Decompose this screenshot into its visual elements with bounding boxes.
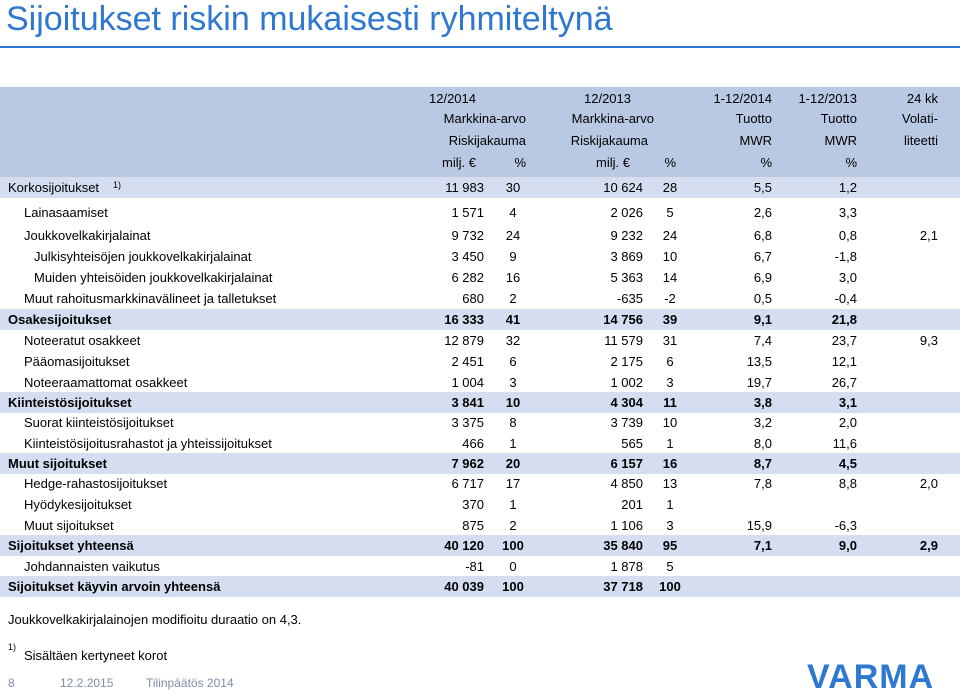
cell-value: 7,1: [753, 538, 772, 553]
cell-value: 5: [666, 559, 674, 574]
cell-value: 3,0: [838, 270, 857, 285]
cell-value: 10 624: [603, 180, 643, 195]
cell-value: 2 451: [451, 354, 484, 369]
row-label: Muut sijoitukset: [24, 518, 114, 533]
header-col7-line3: liteetti: [904, 133, 938, 148]
header-col7-line2: Volati-: [901, 111, 938, 126]
cell-value: 1 106: [610, 518, 643, 533]
table-row: [0, 453, 960, 474]
cell-value: 2 026: [610, 205, 643, 220]
cell-value: 14 756: [603, 312, 643, 327]
header-col3-line3: Riskijakauma: [570, 133, 648, 148]
row-label: Muiden yhteisöiden joukkovelkakirjalainat: [34, 270, 273, 285]
cell-value: 11: [663, 395, 677, 410]
page-title: Sijoitukset riskin mukaisesti ryhmiteltynä: [6, 0, 613, 38]
cell-value: 30: [505, 180, 521, 195]
row-label: Kiinteistösijoitusrahastot ja yhteissijoitukset: [24, 436, 272, 451]
cell-value: 3: [666, 518, 674, 533]
table-row: [0, 433, 960, 454]
cell-value: 6 157: [610, 456, 643, 471]
table-row: [0, 473, 960, 494]
cell-value: 7,4: [753, 333, 772, 348]
row-label: Hedge-rahastosijoitukset: [24, 476, 168, 491]
cell-value: 9 232: [610, 228, 643, 243]
cell-value: 8,0: [753, 436, 772, 451]
cell-value: 7,8: [753, 476, 772, 491]
cell-value: 9: [509, 249, 517, 264]
table-row: [0, 515, 960, 536]
cell-value: -2: [664, 291, 676, 306]
cell-value: 28: [662, 180, 678, 195]
row-label: Lainasaamiset: [24, 205, 108, 220]
cell-value: 13: [662, 476, 678, 491]
cell-value: 2,0: [838, 415, 857, 430]
header-col6-line1: 1-12/2013: [798, 91, 857, 106]
cell-value: 16 333: [444, 312, 484, 327]
cell-value: 3 375: [451, 415, 484, 430]
row-label: Osakesijoitukset: [8, 312, 112, 327]
cell-value: 24: [662, 228, 678, 243]
row-label: Julkisyhteisöjen joukkovelkakirjalainat: [34, 249, 252, 264]
cell-value: 4: [509, 205, 517, 220]
header-col7-line1: 24 kk: [906, 91, 938, 106]
table-header: [0, 87, 960, 177]
cell-value: 100: [502, 538, 524, 553]
header-col1-line2: Markkina-arvo: [443, 111, 526, 126]
table-row: [0, 535, 960, 556]
table-row: [0, 351, 960, 372]
footnote-text: Sisältäen kertyneet korot: [24, 648, 168, 663]
cell-value: 1: [666, 436, 674, 451]
cell-value: 1 002: [610, 375, 643, 390]
header-col6-line3: MWR: [824, 133, 857, 148]
cell-value: 9,3: [919, 333, 938, 348]
cell-value: 10: [505, 395, 521, 410]
table-row: [0, 392, 960, 413]
cell-value: 9 732: [451, 228, 484, 243]
varma-logo: VARMA: [807, 658, 935, 696]
cell-value: 13,5: [746, 354, 772, 369]
cell-value: 466: [462, 436, 484, 451]
cell-value: 1,2: [838, 180, 857, 195]
cell-value: 2: [509, 291, 517, 306]
cell-value: 8: [509, 415, 517, 430]
cell-value: 12,1: [831, 354, 857, 369]
cell-value: 370: [462, 497, 484, 512]
cell-value: 11,6: [832, 436, 857, 451]
cell-value: 40 120: [444, 538, 484, 553]
header-col3-line4: milj. €: [596, 155, 630, 170]
cell-value: 875: [462, 518, 484, 533]
row-label: Joukkovelkakirjalainat: [24, 228, 151, 243]
header-col6-line2: Tuotto: [820, 111, 857, 126]
cell-value: 8,7: [753, 456, 772, 471]
cell-value: 10: [662, 415, 678, 430]
cell-value: 95: [662, 538, 678, 553]
cell-value: 0,8: [838, 228, 857, 243]
footnote-marker: 1): [8, 642, 17, 652]
cell-value: 6: [509, 354, 517, 369]
cell-value: 3 450: [451, 249, 484, 264]
cell-value: 6 717: [451, 476, 484, 491]
cell-value: -6,3: [834, 518, 857, 533]
cell-value: 1: [666, 497, 674, 512]
cell-value: 4 850: [610, 476, 643, 491]
cell-value: 23,7: [831, 333, 857, 348]
cell-value: 3 841: [451, 395, 484, 410]
cell-value: 15,9: [746, 518, 772, 533]
cell-value: 40 039: [444, 579, 484, 594]
cell-value: 1 878: [610, 559, 643, 574]
cell-value: 2 175: [610, 354, 643, 369]
cell-value: 4,5: [838, 456, 857, 471]
cell-value: 201: [621, 497, 643, 512]
cell-value: 2,6: [753, 205, 772, 220]
cell-value: 1 571: [451, 205, 484, 220]
cell-value: 14: [662, 270, 678, 285]
row-label: Kiinteistösijoitukset: [8, 395, 132, 410]
cell-value: 4 304: [610, 395, 643, 410]
table-row: [0, 202, 960, 223]
cell-value: 3 739: [610, 415, 643, 430]
cell-value: 31: [662, 333, 678, 348]
cell-value: 21,8: [831, 312, 857, 327]
cell-value: 2,9: [919, 538, 938, 553]
row-label: Hyödykesijoitukset: [24, 497, 132, 512]
table-row: [0, 372, 960, 393]
cell-value: 3 869: [610, 249, 643, 264]
row-label: Sijoitukset käyvin arvoin yhteensä: [8, 579, 221, 594]
cell-value: 8,8: [838, 476, 857, 491]
cell-value: 19,7: [746, 375, 772, 390]
cell-value: 3: [666, 375, 674, 390]
header-col5-line4: %: [760, 155, 772, 170]
row-label: Pääomasijoitukset: [24, 354, 130, 369]
footnote-marker: 1): [113, 180, 122, 190]
header-col3-line2: Markkina-arvo: [571, 111, 654, 126]
cell-value: 3,1: [838, 395, 857, 410]
cell-value: 11 983: [445, 180, 484, 195]
cell-value: 5,5: [753, 180, 772, 195]
cell-value: 35 840: [603, 538, 643, 553]
cell-value: 3: [509, 375, 517, 390]
row-label: Sijoitukset yhteensä: [8, 538, 134, 553]
row-label: Korkosijoitukset $^{1)}$: [8, 180, 122, 195]
header-col2: %: [514, 155, 526, 170]
header-col1-line4: milj. €: [442, 155, 476, 170]
table-row: [0, 412, 960, 433]
table-row: [0, 576, 960, 597]
row-label: Noteeratut osakkeet: [24, 333, 141, 348]
table-row: [0, 246, 960, 267]
cell-value: 2: [509, 518, 517, 533]
header-col5-line2: Tuotto: [735, 111, 772, 126]
header-col1-line3: Riskijakauma: [448, 133, 526, 148]
footer-date: 12.2.2015: [60, 676, 114, 690]
cell-value: 12 879: [444, 333, 484, 348]
cell-value: 10: [662, 249, 678, 264]
cell-value: -635: [616, 291, 643, 306]
cell-value: 17: [505, 476, 521, 491]
table-row: [0, 494, 960, 515]
cell-value: 2,1: [919, 228, 938, 243]
cell-value: 20: [505, 456, 521, 471]
cell-value: 2,0: [919, 476, 938, 491]
table-row: [0, 177, 960, 198]
duration-note: Joukkovelkakirjalainojen modifioitu duraatio on 4,3.: [8, 612, 302, 627]
cell-value: 39: [662, 312, 678, 327]
cell-value: 16: [505, 270, 521, 285]
cell-value: 6,8: [753, 228, 772, 243]
cell-value: 6,7: [753, 249, 772, 264]
cell-value: 41: [505, 312, 521, 327]
cell-value: 6 282: [451, 270, 484, 285]
cell-value: 9,1: [753, 312, 772, 327]
cell-value: 3,8: [753, 395, 772, 410]
row-label: Johdannaisten vaikutus: [24, 559, 160, 574]
cell-value: -0,4: [834, 291, 857, 306]
cell-value: 37 718: [603, 579, 643, 594]
cell-value: 16: [662, 456, 678, 471]
cell-value: 9,0: [838, 538, 857, 553]
table-row: [0, 309, 960, 330]
cell-value: -81: [465, 559, 484, 574]
table-row: [0, 225, 960, 246]
row-label: Suorat kiinteistösijoitukset: [24, 415, 174, 430]
cell-value: 7 962: [451, 456, 484, 471]
cell-value: 6: [666, 354, 674, 369]
title-rule: [0, 46, 960, 48]
cell-value: 1: [509, 497, 517, 512]
header-col5-line3: MWR: [739, 133, 772, 148]
cell-value: 680: [462, 291, 484, 306]
table-row: [0, 267, 960, 288]
cell-value: 565: [621, 436, 643, 451]
cell-value: 11 579: [604, 333, 643, 348]
row-label: Noteeraamattomat osakkeet: [24, 375, 188, 390]
cell-value: 3,2: [753, 415, 772, 430]
header-col4: %: [664, 155, 676, 170]
cell-value: 5 363: [610, 270, 643, 285]
cell-value: 24: [505, 228, 521, 243]
cell-value: 100: [502, 579, 524, 594]
header-col3-line1: 12/2013: [584, 91, 631, 106]
header-col6-line4: %: [845, 155, 857, 170]
cell-value: 0: [509, 559, 517, 574]
cell-value: 1 004: [451, 375, 484, 390]
header-col1-line1: 12/2014: [429, 91, 476, 106]
page-number: 8: [8, 676, 15, 690]
footer-doc-title: Tilinpäätös 2014: [146, 676, 234, 690]
cell-value: 5: [666, 205, 674, 220]
cell-value: 32: [505, 333, 521, 348]
cell-value: 0,5: [753, 291, 772, 306]
row-label: Muut sijoitukset: [8, 456, 107, 471]
cell-value: 1: [509, 436, 517, 451]
table-row: [0, 556, 960, 577]
table-row: [0, 330, 960, 351]
cell-value: 6,9: [753, 270, 772, 285]
cell-value: 3,3: [838, 205, 857, 220]
table-row: [0, 288, 960, 309]
cell-value: 100: [659, 579, 681, 594]
header-col5-line1: 1-12/2014: [713, 91, 772, 106]
cell-value: 26,7: [831, 375, 857, 390]
cell-value: -1,8: [834, 249, 857, 264]
row-label: Muut rahoitusmarkkinavälineet ja talletukset: [24, 291, 277, 306]
